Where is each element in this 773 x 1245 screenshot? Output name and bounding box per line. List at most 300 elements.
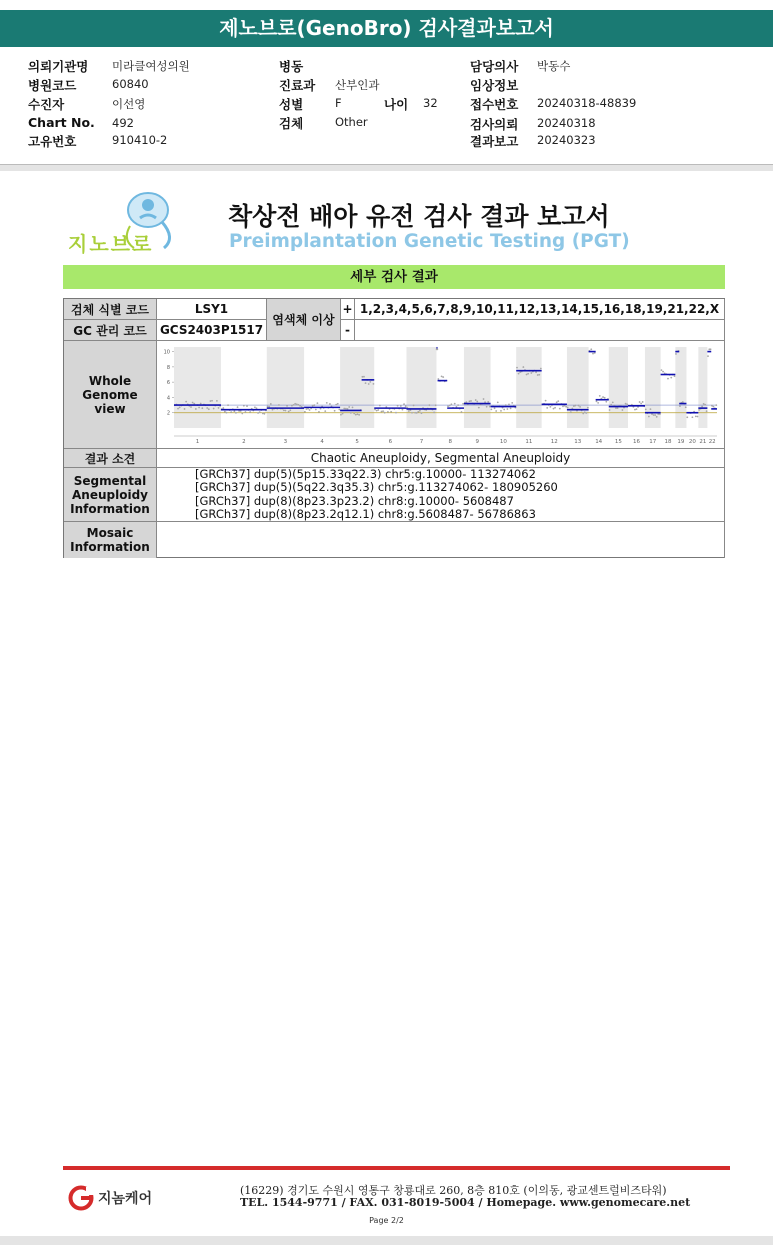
cn-point bbox=[626, 403, 628, 405]
cn-point bbox=[334, 410, 336, 412]
field-label: 병원코드 bbox=[28, 78, 77, 93]
x-tick-label: 18 bbox=[664, 439, 672, 445]
cn-point bbox=[489, 406, 491, 408]
cn-point bbox=[270, 403, 272, 405]
x-tick-label: 16 bbox=[632, 439, 640, 445]
chromosome-band bbox=[609, 347, 628, 428]
cn-point bbox=[675, 353, 677, 355]
plus-sign: + bbox=[341, 299, 355, 320]
cn-point bbox=[193, 403, 195, 405]
segment-line: [GRCh37] dup(8)(8p23.3p23.2) chr8:g.10000- 5608487 bbox=[195, 493, 514, 508]
cn-point bbox=[596, 400, 598, 402]
cn-point bbox=[216, 400, 218, 402]
company-address: (16229) 경기도 수원시 영통구 창룡대로 260, 8층 810호 (이의동, 광교센트럴비즈타워) bbox=[240, 1184, 667, 1197]
cn-point bbox=[402, 409, 404, 411]
cn-point bbox=[272, 409, 274, 411]
segment-line: [GRCh37] dup(8)(8p23.2q12.1) chr8:g.5608487- 56786863 bbox=[195, 507, 536, 521]
field-label: 진료과 bbox=[279, 78, 316, 93]
cn-point bbox=[653, 414, 655, 416]
cn-point bbox=[226, 412, 228, 414]
cn-point bbox=[437, 378, 439, 380]
cn-point bbox=[201, 407, 203, 409]
report-subtitle: Preimplantation Genetic Testing (PGT) bbox=[229, 231, 630, 252]
cn-point bbox=[326, 402, 328, 404]
chromosome-band bbox=[675, 347, 686, 428]
cn-point bbox=[704, 404, 706, 406]
cn-point bbox=[177, 408, 179, 410]
cn-point bbox=[494, 407, 496, 409]
cn-point bbox=[585, 412, 587, 414]
sample-id-label: 검체 식별 코드 bbox=[64, 299, 157, 320]
minus-sign: - bbox=[341, 320, 355, 341]
genomecare-logo-icon bbox=[68, 1185, 94, 1211]
field-label: 접수번호 bbox=[470, 97, 519, 112]
cn-point bbox=[218, 407, 220, 409]
cn-point bbox=[245, 411, 247, 413]
field-value: 이선영 bbox=[112, 97, 146, 111]
chromosome-band bbox=[406, 347, 436, 428]
x-tick-label: 15 bbox=[614, 439, 622, 445]
cn-point bbox=[352, 406, 354, 408]
cn-point bbox=[211, 400, 213, 402]
x-tick-label: 20 bbox=[688, 439, 696, 445]
cn-point bbox=[246, 405, 248, 407]
cn-point bbox=[390, 411, 392, 413]
cn-point bbox=[654, 414, 656, 416]
cn-point bbox=[286, 405, 288, 407]
cn-point bbox=[461, 411, 463, 413]
cn-point bbox=[645, 408, 647, 410]
cn-point bbox=[490, 408, 492, 410]
cn-point bbox=[592, 353, 594, 355]
cn-point bbox=[243, 405, 245, 407]
cn-point bbox=[291, 405, 293, 407]
cn-point bbox=[695, 415, 697, 417]
cn-point bbox=[575, 405, 577, 407]
cn-point bbox=[318, 411, 320, 413]
cn-point bbox=[441, 375, 443, 377]
field-label: 의뢰기관명 bbox=[28, 59, 89, 74]
chromosome-band bbox=[516, 347, 541, 428]
cn-point bbox=[527, 373, 529, 375]
cn-point bbox=[470, 400, 472, 402]
chromosome-band bbox=[174, 347, 221, 428]
cn-point bbox=[487, 401, 489, 403]
cn-point bbox=[454, 403, 456, 405]
cn-point bbox=[553, 408, 555, 410]
cn-point bbox=[621, 409, 623, 411]
cn-point bbox=[562, 405, 564, 407]
field-label: 검체 bbox=[279, 116, 304, 131]
cn-point bbox=[413, 405, 415, 407]
cn-point bbox=[449, 405, 451, 407]
cn-point bbox=[230, 411, 232, 413]
gc-code-value: GCS2403P1517 bbox=[157, 320, 267, 341]
cn-point bbox=[198, 407, 200, 409]
cn-point bbox=[483, 398, 485, 400]
field-value: 박동수 bbox=[537, 59, 571, 73]
cn-point bbox=[296, 403, 298, 405]
cn-point bbox=[222, 407, 224, 409]
cn-point bbox=[184, 408, 186, 410]
field-value: 20240323 bbox=[537, 133, 596, 147]
cn-point bbox=[353, 413, 355, 415]
cn-point bbox=[535, 371, 537, 373]
cn-point bbox=[345, 408, 347, 410]
cn-point bbox=[712, 406, 714, 408]
cn-point bbox=[545, 400, 547, 402]
cn-point bbox=[476, 401, 478, 403]
x-tick-label: 8 bbox=[448, 439, 452, 445]
cn-point bbox=[363, 376, 365, 378]
x-tick-label: 7 bbox=[419, 439, 424, 445]
chromosome-band bbox=[567, 347, 589, 428]
cn-point bbox=[506, 408, 508, 410]
x-tick-label: 9 bbox=[475, 439, 480, 445]
cn-point bbox=[335, 404, 337, 406]
cn-point bbox=[337, 403, 339, 405]
y-tick-label: 4 bbox=[166, 395, 170, 402]
cn-point bbox=[707, 355, 709, 357]
cn-point bbox=[526, 374, 528, 376]
x-tick-label: 11 bbox=[525, 439, 533, 445]
cn-point bbox=[625, 403, 627, 405]
cn-point bbox=[192, 402, 194, 404]
plus-chromosomes: 1,2,3,4,5,6,7,8,9,10,11,12,13,14,15,16,18,19,21,22,X bbox=[355, 299, 725, 320]
cn-point bbox=[285, 410, 287, 412]
x-tick-label: 4 bbox=[320, 439, 324, 445]
cn-point bbox=[405, 405, 407, 407]
cn-point bbox=[634, 409, 636, 411]
cn-point bbox=[537, 374, 539, 376]
x-tick-label: 10 bbox=[499, 439, 507, 445]
cn-point bbox=[457, 404, 459, 406]
cn-point bbox=[403, 403, 405, 405]
cn-point bbox=[636, 408, 638, 410]
cn-point bbox=[511, 402, 513, 404]
cn-point bbox=[294, 403, 296, 405]
cn-point bbox=[597, 402, 599, 404]
cn-point bbox=[416, 412, 418, 414]
y-tick-label: 8 bbox=[166, 364, 170, 371]
cn-point bbox=[642, 401, 644, 403]
cn-point bbox=[397, 405, 399, 407]
cn-point bbox=[612, 401, 614, 403]
cn-point bbox=[484, 401, 486, 403]
cn-point bbox=[299, 405, 301, 407]
field-label: Chart No. bbox=[28, 115, 95, 130]
cn-point bbox=[442, 376, 444, 378]
cn-point bbox=[661, 369, 663, 371]
report-header-title: 제노브로(GenoBro) 검사결과보고서 bbox=[0, 10, 773, 47]
cn-point bbox=[556, 401, 558, 403]
cn-point bbox=[257, 412, 259, 414]
cn-point bbox=[304, 411, 306, 413]
cn-point bbox=[387, 411, 389, 413]
cn-point bbox=[549, 406, 551, 408]
wgv-label: Whole Genome view bbox=[64, 341, 157, 449]
cn-point bbox=[706, 410, 708, 412]
field-value: 910410-2 bbox=[112, 133, 168, 147]
cn-point bbox=[656, 416, 658, 418]
cn-point bbox=[309, 409, 311, 411]
cn-point bbox=[421, 412, 423, 414]
cn-point bbox=[379, 405, 381, 407]
x-tick-label: 19 bbox=[677, 439, 685, 445]
cn-point bbox=[495, 410, 497, 412]
field-value: 20240318 bbox=[537, 116, 596, 130]
cn-point bbox=[648, 416, 650, 418]
cn-point bbox=[567, 407, 569, 409]
cn-point bbox=[516, 367, 518, 369]
cn-point bbox=[486, 406, 488, 408]
cn-point bbox=[206, 407, 208, 409]
cn-point bbox=[293, 404, 295, 406]
footer-rule bbox=[63, 1166, 730, 1170]
field-value: 미라클여성의원 bbox=[112, 59, 190, 73]
cn-point bbox=[298, 404, 300, 406]
chromosome-band bbox=[645, 347, 661, 428]
cn-point bbox=[610, 404, 612, 406]
cn-point bbox=[450, 403, 452, 405]
field-value: 32 bbox=[423, 96, 438, 110]
cn-point bbox=[679, 405, 681, 407]
cn-point bbox=[324, 410, 326, 412]
page-bottom-edge bbox=[0, 1236, 773, 1245]
cn-point bbox=[289, 409, 291, 411]
cn-point bbox=[365, 382, 367, 384]
page-number: Page 2/2 bbox=[369, 1216, 404, 1225]
cn-point bbox=[584, 411, 586, 413]
result-value: Chaotic Aneuploidy, Segmental Aneuploidy bbox=[157, 449, 725, 468]
whole-genome-chart bbox=[157, 341, 724, 448]
cn-point bbox=[262, 413, 264, 415]
cn-point bbox=[604, 397, 606, 399]
report-title: 착상전 배아 유전 검사 결과 보고서 bbox=[228, 202, 610, 231]
cn-point bbox=[283, 409, 285, 411]
cn-point bbox=[340, 414, 342, 416]
cn-point bbox=[587, 407, 589, 409]
mosaic-value bbox=[157, 522, 725, 558]
mosaic-label: Mosaic Information bbox=[64, 522, 157, 558]
cn-point bbox=[381, 411, 383, 413]
chromosome-band bbox=[698, 347, 707, 428]
cn-point bbox=[350, 412, 352, 414]
cn-point bbox=[224, 411, 226, 413]
cn-point bbox=[582, 413, 584, 415]
sample-id-value: LSY1 bbox=[157, 299, 267, 320]
segment-line: [GRCh37] dup(5)(5q22.3q35.3) chr5:g.113274062- 180905260 bbox=[195, 480, 558, 494]
cn-point bbox=[210, 400, 212, 402]
y-tick-label: 10 bbox=[163, 349, 170, 356]
cn-point bbox=[315, 409, 317, 411]
cn-point bbox=[358, 414, 360, 416]
y-tick-label: 2 bbox=[166, 410, 170, 417]
field-value: F bbox=[335, 96, 342, 110]
cn-point bbox=[590, 348, 592, 350]
segment-line: [GRCh37] dup(5)(5p15.33q22.3) chr5:g.10000- 113274062 bbox=[195, 466, 536, 481]
cn-point bbox=[510, 407, 512, 409]
cn-point bbox=[615, 407, 617, 409]
cn-point bbox=[200, 403, 202, 405]
cn-point bbox=[312, 405, 314, 407]
field-label: 수진자 bbox=[28, 97, 65, 112]
cn-point bbox=[419, 410, 421, 412]
x-tick-label: 17 bbox=[649, 439, 657, 445]
field-label: 나이 bbox=[384, 97, 409, 112]
cn-point bbox=[433, 411, 435, 413]
cn-point bbox=[701, 406, 703, 408]
cn-point bbox=[698, 409, 700, 411]
cn-point bbox=[329, 403, 331, 405]
cn-point bbox=[599, 395, 601, 397]
chromosome-band bbox=[464, 347, 491, 428]
y-tick-label: 6 bbox=[166, 380, 170, 387]
field-label: 결과보고 bbox=[470, 134, 519, 149]
x-tick-label: 14 bbox=[595, 439, 603, 445]
gc-code-label: GC 관리 코드 bbox=[64, 320, 157, 341]
cn-point bbox=[640, 403, 642, 405]
cn-point bbox=[530, 372, 532, 374]
cn-point bbox=[213, 408, 215, 410]
cn-point bbox=[384, 412, 386, 414]
cn-point bbox=[522, 366, 524, 368]
logo-text: 지노브로 bbox=[68, 232, 154, 256]
chromosome-band bbox=[267, 347, 304, 428]
cn-point bbox=[382, 410, 384, 412]
cn-point bbox=[435, 404, 437, 406]
cn-point bbox=[447, 405, 449, 407]
cn-point bbox=[691, 416, 693, 418]
field-label: 임상정보 bbox=[470, 78, 519, 93]
cn-point bbox=[259, 411, 261, 413]
field-value: 산부인과 bbox=[335, 78, 380, 92]
cn-point bbox=[355, 414, 357, 416]
cn-point bbox=[267, 406, 269, 408]
cn-point bbox=[195, 408, 197, 410]
cn-point bbox=[400, 405, 402, 407]
field-value: 492 bbox=[112, 116, 134, 130]
x-tick-label: 3 bbox=[283, 439, 288, 445]
cn-point bbox=[578, 405, 580, 407]
cn-point bbox=[417, 411, 419, 413]
chromosome-band bbox=[340, 347, 374, 428]
cn-point bbox=[190, 406, 192, 408]
cn-point bbox=[235, 412, 237, 414]
x-tick-label: 12 bbox=[550, 439, 558, 445]
cn-point bbox=[395, 412, 397, 414]
minus-chromosomes bbox=[355, 320, 725, 341]
cn-point bbox=[343, 408, 345, 410]
x-tick-label: 13 bbox=[574, 439, 582, 445]
field-value: Other bbox=[335, 115, 368, 129]
cn-point bbox=[408, 410, 410, 412]
cn-point bbox=[254, 406, 256, 408]
cn-point bbox=[605, 401, 607, 403]
cn-point bbox=[497, 401, 499, 403]
field-label: 검사의뢰 bbox=[470, 117, 519, 132]
cn-point bbox=[185, 401, 187, 403]
cn-point bbox=[249, 411, 251, 413]
results-table bbox=[63, 298, 725, 558]
cn-point bbox=[674, 375, 676, 377]
cn-point bbox=[685, 406, 687, 408]
section-separator bbox=[0, 165, 773, 171]
cn-point bbox=[306, 408, 308, 410]
cn-point bbox=[237, 406, 239, 408]
cn-point bbox=[540, 368, 542, 370]
x-tick-label: 5 bbox=[355, 439, 359, 445]
cn-point bbox=[347, 408, 349, 410]
cn-point bbox=[565, 406, 567, 408]
field-value: 20240318-48839 bbox=[537, 96, 637, 110]
cn-point bbox=[373, 383, 375, 385]
cn-point bbox=[288, 411, 290, 413]
patient-info-block bbox=[0, 50, 773, 165]
cn-point bbox=[475, 399, 477, 401]
cn-point bbox=[241, 413, 243, 415]
cn-point bbox=[348, 406, 350, 408]
cn-point bbox=[670, 377, 672, 379]
cn-point bbox=[500, 410, 502, 412]
cn-point bbox=[573, 405, 575, 407]
cn-point bbox=[478, 407, 480, 409]
cn-point bbox=[263, 413, 265, 415]
cn-point bbox=[602, 396, 604, 398]
field-label: 고유번호 bbox=[28, 134, 77, 149]
cn-point bbox=[710, 348, 712, 350]
cn-point bbox=[570, 411, 572, 413]
cn-point bbox=[278, 404, 280, 406]
cn-point bbox=[208, 408, 210, 410]
cn-point bbox=[617, 407, 619, 409]
genome-plot-cell bbox=[157, 341, 725, 449]
cn-point bbox=[411, 412, 413, 414]
field-value: 60840 bbox=[112, 77, 149, 91]
x-tick-label: 1 bbox=[195, 439, 200, 445]
x-tick-label: 21 bbox=[699, 439, 707, 445]
cn-point bbox=[518, 373, 520, 375]
field-label: 담당의사 bbox=[470, 59, 519, 74]
cn-point bbox=[361, 376, 363, 378]
cn-point bbox=[368, 383, 370, 385]
x-tick-label: 2 bbox=[242, 439, 246, 445]
abnormality-label: 염색체 이상 bbox=[267, 299, 341, 341]
cn-point bbox=[579, 406, 581, 408]
field-label: 병동 bbox=[279, 59, 304, 74]
cn-point bbox=[342, 413, 344, 415]
cn-point bbox=[179, 407, 181, 409]
cn-point bbox=[462, 403, 464, 405]
cn-point bbox=[436, 348, 438, 350]
cn-point bbox=[686, 416, 688, 418]
cn-point bbox=[538, 374, 540, 376]
cn-point bbox=[469, 400, 471, 402]
company-contact: TEL. 1544-9771 / FAX. 031-8019-5004 / Homepage. www.genomecare.net bbox=[240, 1196, 691, 1209]
cn-point bbox=[377, 409, 379, 411]
x-tick-label: 22 bbox=[708, 439, 716, 445]
cn-point bbox=[233, 410, 235, 412]
cn-point bbox=[414, 412, 416, 414]
result-label: 결과 소견 bbox=[64, 449, 157, 468]
cn-point bbox=[715, 404, 717, 406]
cn-point bbox=[428, 404, 430, 406]
cn-point bbox=[505, 404, 507, 406]
cn-point bbox=[357, 413, 359, 415]
x-tick-label: 6 bbox=[388, 439, 393, 445]
cn-point bbox=[227, 404, 229, 406]
cn-point bbox=[697, 416, 699, 418]
